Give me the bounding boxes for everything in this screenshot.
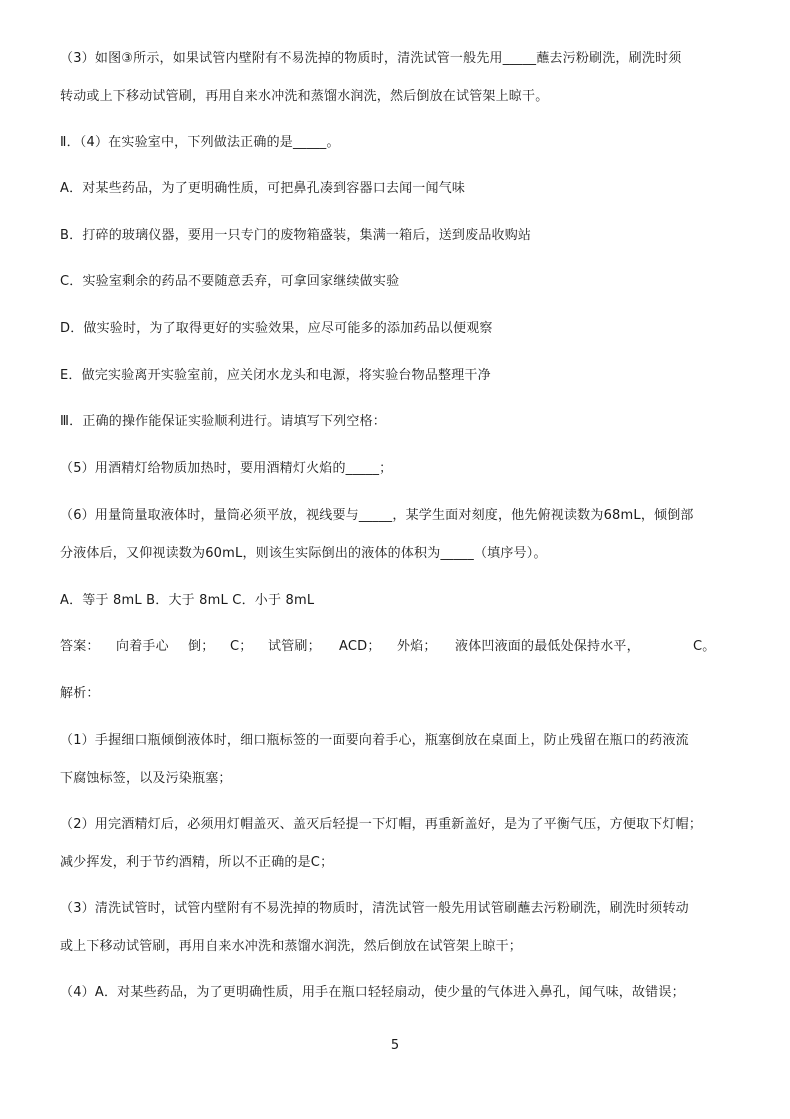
analysis-3-line-2: 或上下移动试管刷，再用自来水冲洗和蒸馏水润洗，然后倒放在试管架上晾干；	[60, 939, 523, 954]
answer-label: 答案：	[60, 639, 100, 654]
answer-line	[60, 638, 715, 656]
page-number: 5	[390, 1038, 400, 1053]
answer-item: 倒；	[188, 639, 215, 654]
section-2-question-4: Ⅱ．（4）在实验室中，下列做法正确的是_____。	[60, 135, 340, 150]
analysis-4-line-1: （4）A．对某些药品，为了更明确性质，用手在瓶口轻轻扇动，使少量的气体进入鼻孔，闻气味，故错误；	[60, 985, 685, 1000]
analysis-1-line-2: 下腐蚀标签，以及污染瓶塞；	[60, 771, 232, 786]
analysis-2-line-2: 减少挥发，利于节约酒精，所以不正确的是C；	[60, 855, 334, 870]
question-6-line-2: 分液体后，又仰视读数为60mL，则该生实际倒出的液体的体积为_____（填序号）。	[60, 546, 547, 561]
section-3-heading: Ⅲ．正确的操作能保证实验顺利进行。请填写下列空格：	[60, 414, 386, 429]
answer-item: C。	[693, 639, 716, 654]
analysis-2-line-1: （2）用完酒精灯后，必须用灯帽盖灭、盖灭后轻提一下灯帽，再重新盖好，是为了平衡气压，方便取下灯帽；	[60, 817, 703, 832]
answer-item: 液体凹液面的最低处保持水平，	[455, 639, 640, 654]
analysis-1-line-1: （1）手握细口瓶倾倒液体时，细口瓶标签的一面要向着手心，瓶塞倒放在桌面上，防止残留在瓶口的药液流	[60, 733, 689, 748]
question-5: （5）用酒精灯给物质加热时，要用酒精灯火焰的_____；	[60, 461, 393, 476]
answer-item: 外焰；	[397, 639, 437, 654]
question-3-line-1: （3）如图③所示，如果试管内壁附有不易洗掉的物质时，清洗试管一般先用_____蘸去污粉刷洗，刷洗时须	[60, 51, 682, 66]
option-e: E．做完实验离开实验室前，应关闭水龙头和电源，将实验台物品整理干净	[60, 368, 491, 383]
option-b: B．打碎的玻璃仪器，要用一只专门的废物箱盛装，集满一箱后，送到废品收购站	[60, 228, 532, 243]
option-d: D．做实验时，为了取得更好的实验效果，应尽可能多的添加药品以便观察	[60, 321, 493, 336]
answer-item: ACD；	[339, 639, 381, 654]
answer-item: C；	[230, 639, 253, 654]
analysis-3-line-1: （3）清洗试管时，试管内壁附有不易洗掉的物质时，清洗试管一般先用试管刷蘸去污粉刷洗，刷洗时须转动	[60, 901, 689, 916]
answer-item: 试管刷；	[268, 639, 321, 654]
analysis-label: 解析：	[60, 686, 100, 701]
option-c: C．实验室剩余的药品不要随意丢弃，可拿回家继续做实验	[60, 274, 400, 289]
question-6-options: A．等于 8mL B．大于 8mL C．小于 8mL	[60, 593, 315, 608]
question-3-line-2: 转动或上下移动试管刷，再用自来水冲洗和蒸馏水润洗，然后倒放在试管架上晾干。	[60, 89, 549, 104]
answer-item: 向着手心	[116, 639, 169, 654]
option-a: A．对某些药品，为了更明确性质，可把鼻孔凑到容器口去闻一闻气味	[60, 181, 466, 196]
question-6-line-1: （6）用量筒量取液体时，量筒必须平放，视线要与_____，某学生面对刻度，他先俯视读数为68mL，倾倒部	[60, 508, 694, 523]
